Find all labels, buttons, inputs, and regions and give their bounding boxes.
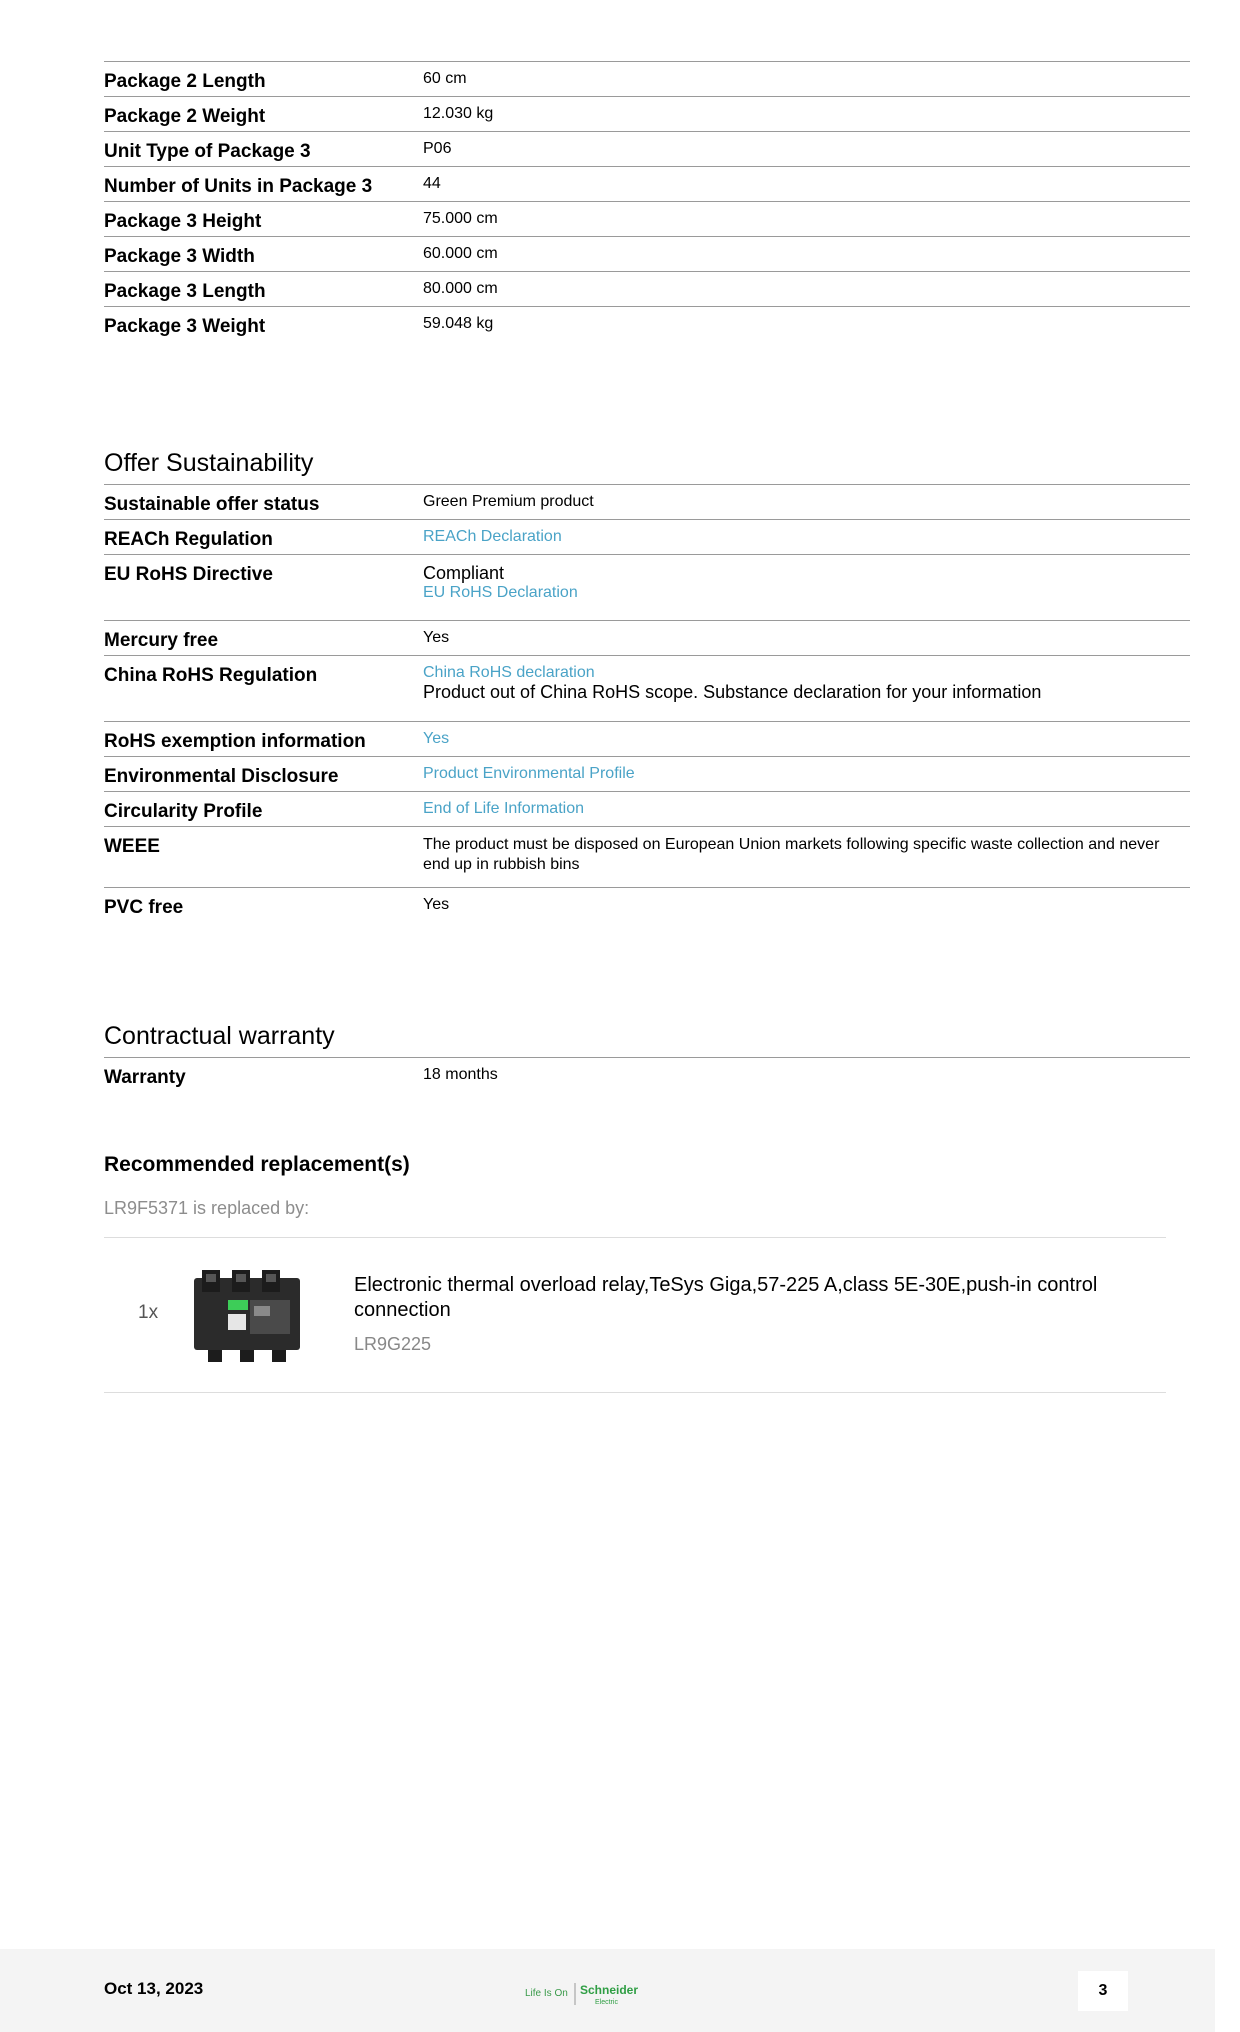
sustainability-table-container [104,484,1190,923]
table-row [104,722,1190,757]
footer-date: Oct 13, 2023 [104,1979,204,1998]
replacement-quantity: 1x [138,1302,159,1323]
section-title-sustainability: Offer Sustainability [104,449,314,477]
row-value: 12.030 kg [423,97,1190,132]
replacement-title: Recommended replacement(s) [104,1153,410,1176]
row-label: Package 3 Width [104,237,423,272]
rohs-exemption-link[interactable]: Yes [423,730,450,747]
table-row [104,202,1190,237]
row-label: Package 3 Weight [104,307,423,342]
end-of-life-link[interactable]: End of Life Information [423,800,584,817]
replacement-description[interactable]: Electronic thermal overload relay,TeSys Giga,57-225 A,class 5E-30E,push-in control connection [354,1274,1098,1321]
eu-rohs-declaration-link[interactable]: EU RoHS Declaration [423,584,578,601]
row-value: 60.000 cm [423,237,1190,272]
table-row [104,1058,1190,1093]
row-label: Circularity Profile [104,792,423,827]
row-label: Mercury free [104,621,423,656]
warranty-table [104,1057,1190,1093]
table-row [104,307,1190,342]
table-row [104,62,1190,97]
table-row [104,792,1190,827]
row-value: Yes [423,621,1190,656]
table-row [104,555,1190,621]
row-label: Package 3 Height [104,202,423,237]
table-row [104,888,1190,923]
row-label: PVC free [104,888,423,923]
row-label: Package 3 Length [104,272,423,307]
table-row [104,167,1190,202]
row-label: Sustainable offer status [104,485,423,520]
row-label: RoHS exemption information [104,722,423,757]
row-value: 75.000 cm [423,202,1190,237]
page-footer [0,1949,1215,2032]
row-value: The product must be disposed on European Union markets following specific waste collection and never end up in rubbish bins [423,836,1160,873]
table-row [104,485,1190,520]
table-row [104,237,1190,272]
table-row [104,757,1190,792]
relay-product-image[interactable] [188,1266,306,1366]
reach-declaration-link[interactable]: REACh Declaration [423,528,562,545]
page-number: 3 [1078,1971,1128,2011]
row-value: 80.000 cm [423,272,1190,307]
row-value: Green Premium product [423,485,1190,520]
row-label: China RoHS Regulation [104,656,423,722]
environmental-profile-link[interactable]: Product Environmental Profile [423,765,635,782]
row-label: Package 2 Weight [104,97,423,132]
row-value: 59.048 kg [423,307,1190,342]
row-label: Package 2 Length [104,62,423,97]
replacement-reference: LR9G225 [354,1334,432,1354]
table-row [104,97,1190,132]
china-rohs-declaration-link[interactable]: China RoHS declaration [423,664,595,681]
row-value: Compliant [423,563,505,583]
sustainability-table [104,484,1190,923]
svg-text:Electric: Electric [595,1999,618,2006]
svg-text:Life Is On: Life Is On [525,1988,568,1999]
row-value: P06 [423,132,1190,167]
table-row [104,520,1190,555]
table-row [104,272,1190,307]
row-value: Yes [423,888,1190,923]
svg-text:Schneider: Schneider [580,1983,639,1997]
row-label: Environmental Disclosure [104,757,423,792]
row-label: WEEE [104,827,423,888]
row-label: REACh Regulation [104,520,423,555]
table-row [104,621,1190,656]
row-label: Number of Units in Package 3 [104,167,423,202]
schneider-electric-logo [525,1981,645,2007]
replacement-subtitle: LR9F5371 is replaced by: [104,1198,310,1218]
row-label: EU RoHS Directive [104,555,423,621]
row-label: Warranty [104,1058,423,1093]
row-value: 18 months [423,1058,1190,1093]
replacement-card[interactable] [104,1237,1166,1393]
table-row [104,656,1190,722]
warranty-table-container [104,1057,1190,1093]
row-value: Product out of China RoHS scope. Substance declaration for your information [423,682,1042,702]
row-label: Unit Type of Package 3 [104,132,423,167]
table-row [104,132,1190,167]
row-value: 60 cm [423,62,1190,97]
table-row [104,827,1190,888]
row-value: 44 [423,167,1190,202]
section-title-warranty: Contractual warranty [104,1022,335,1050]
packaging-table-container [104,61,1190,342]
packaging-table [104,61,1190,342]
